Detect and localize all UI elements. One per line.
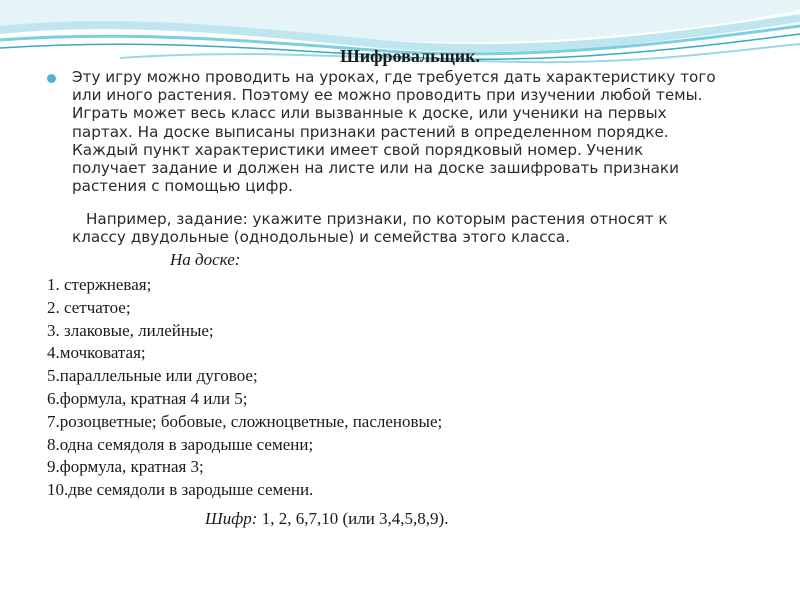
intro-paragraph — [72, 68, 772, 195]
list-item: 1. стержневая; — [47, 275, 152, 294]
intro-line: Каждый пункт характеристики имеет свой порядковый номер. Ученик — [72, 140, 644, 159]
intro-line: получает задание и должен на листе или на доске зашифровать признаки — [72, 159, 679, 178]
intro-line: Играть может весь класс или вызванные к доске, или ученики на первых — [72, 104, 667, 123]
list-item: 10.две семядоли в зародыше семени. — [47, 480, 314, 500]
example-paragraph — [72, 210, 772, 246]
intro-line: растения с помощью цифр. — [72, 177, 293, 196]
example-line: классу двудольные (однодольные) и семейства этого класса. — [72, 228, 571, 247]
cipher-label: Шифр: — [205, 509, 258, 528]
board-label: На доске: — [170, 250, 241, 269]
list-item: 5.параллельные или дуговое; — [47, 366, 258, 386]
intro-line: Эту игру можно проводить на уроках, где требуется дать характеристику того — [72, 68, 716, 86]
bullet-icon — [47, 74, 56, 83]
list-item: 3. злаковые, лилейные; — [47, 320, 214, 340]
cipher-value: 1, 2, 6,7,10 (или 3,4,5,8,9). — [257, 509, 449, 528]
list-item: 7.розоцветные; бобовые, сложноцветные, пасленовые; — [47, 411, 443, 431]
list-item: 2. сетчатое; — [47, 297, 131, 317]
intro-line: партах. На доске выписаны признаки растений в определенном порядке. — [72, 122, 669, 141]
list-item: 9.формула, кратная 3; — [47, 457, 204, 477]
example-line: Например, задание: укажите признаки, по которым растения относят к — [86, 210, 668, 228]
cipher-answer — [205, 509, 448, 529]
list-item: 6.формула, кратная 4 или 5; — [47, 388, 248, 408]
list-item: 4.мочковатая; — [47, 343, 146, 363]
feature-list — [47, 274, 442, 502]
intro-line: или иного растения. Поэтому ее можно проводить при изучении любой темы. — [72, 86, 703, 105]
list-item: 8.одна семядоля в зародыше семени; — [47, 434, 314, 454]
slide-title: Шифровальщик. — [339, 46, 481, 66]
